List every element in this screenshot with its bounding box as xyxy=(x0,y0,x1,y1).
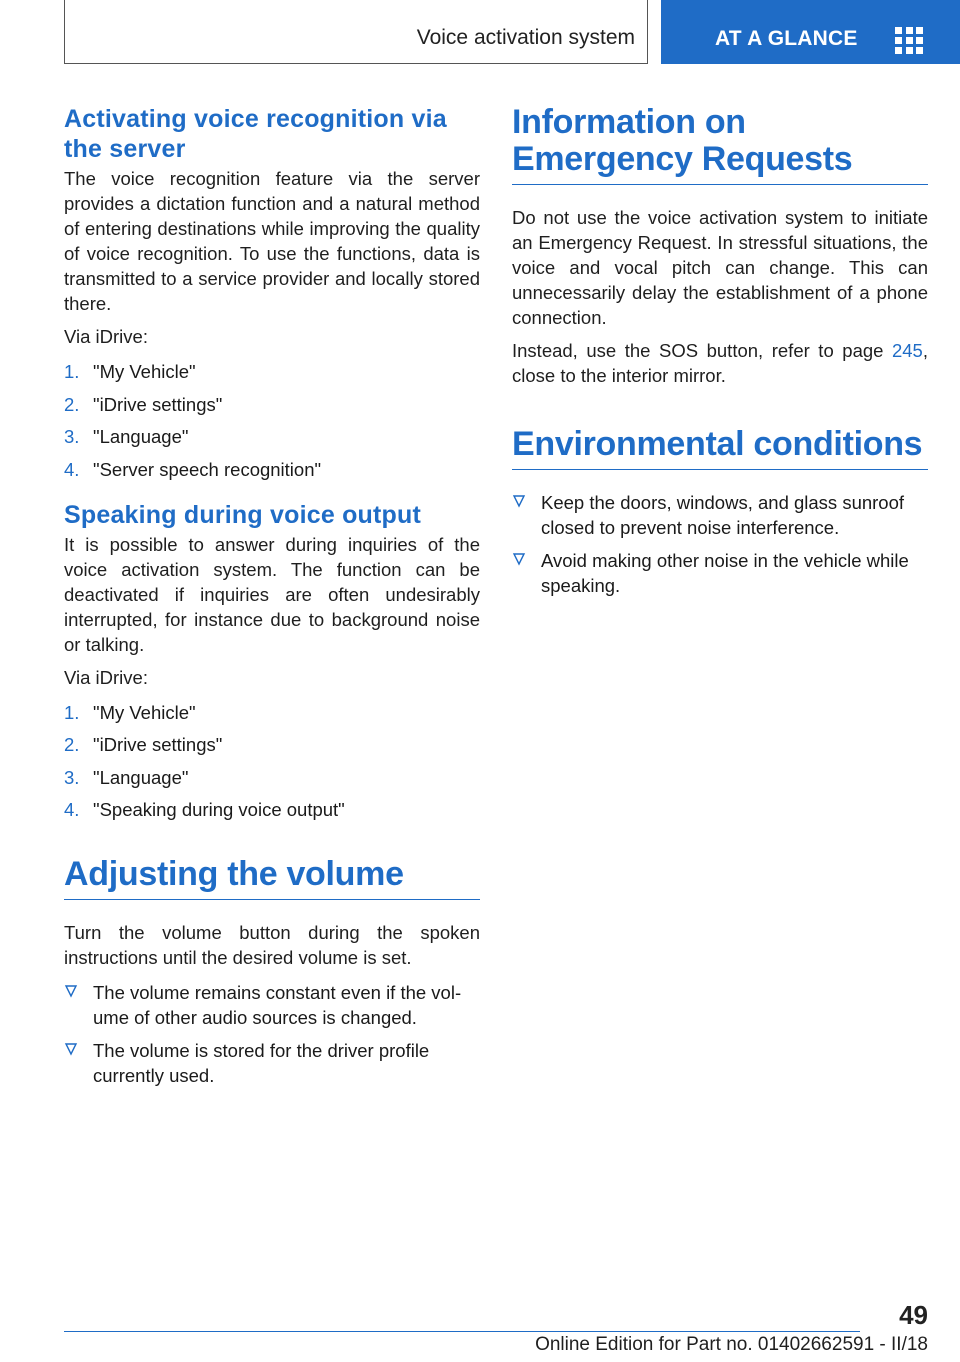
via-idrive-label: Via iDrive: xyxy=(64,326,148,347)
step-item xyxy=(64,457,480,482)
step-item xyxy=(64,424,480,449)
steps-list-speaking xyxy=(64,700,480,823)
sos-text-end: , close to the interior mirror. xyxy=(512,340,928,386)
bullet-text: The volume is stored for the driver profile currently used. xyxy=(93,1040,430,1086)
bullet-list-volume xyxy=(64,980,480,1088)
section-divider xyxy=(512,469,928,470)
step-text: "My Vehicle" xyxy=(93,361,196,382)
step-item xyxy=(64,797,480,822)
step-number: 4. xyxy=(64,458,80,480)
page-link[interactable]: 245 xyxy=(891,340,923,361)
step-item xyxy=(64,732,480,757)
step-text: "My Vehicle" xyxy=(93,701,196,723)
steps-list-server xyxy=(64,359,480,482)
step-number: 3. xyxy=(64,426,80,447)
step-text: "Server speech recognition" xyxy=(93,458,322,480)
step-item xyxy=(64,359,480,384)
step-item xyxy=(64,392,480,417)
chapter-tab[interactable] xyxy=(661,0,960,64)
step-number: 1. xyxy=(64,701,80,723)
step-text: "Speaking during voice output" xyxy=(93,799,345,820)
paragraph-speaking-voice-output: It is possible to answer during inquiries of the voice activation system. The function can be deactivated if inquiries are often undesirably interrupted, for instance due to background noise or talking. xyxy=(64,533,480,655)
step-number: 2. xyxy=(64,393,80,415)
triangle-bullet-icon xyxy=(512,494,526,508)
step-text: "iDrive settings" xyxy=(93,393,223,415)
heading-environmental-conditions: Environmental conditions xyxy=(512,425,923,463)
paragraph-sos-button xyxy=(512,338,928,388)
step-number: 1. xyxy=(64,361,80,382)
section-divider xyxy=(512,184,928,185)
triangle-bullet-icon xyxy=(64,1042,78,1056)
heading-emergency-requests: Information on Emergency Requests xyxy=(512,103,853,178)
step-number: 2. xyxy=(64,734,80,755)
bullet-text: The volume remains constant even if the volume of other audio sources is changed. xyxy=(93,982,462,1028)
paragraph-adjusting-volume: Turn the volume button during the spoken instructions until the desired volume is set. xyxy=(64,922,480,968)
triangle-bullet-icon xyxy=(64,984,78,998)
chapter-tab-label: AT A GLANCE xyxy=(715,27,858,50)
header-section-box xyxy=(64,0,648,64)
step-text: "Language" xyxy=(93,766,189,788)
footer-divider xyxy=(64,1331,860,1332)
bullet-text: Keep the doors, windows, and glass sunroof closed to prevent noise interference. xyxy=(541,492,905,538)
page-number: 49 xyxy=(899,1300,928,1330)
bullet-list-environment xyxy=(512,490,928,598)
step-number: 3. xyxy=(64,766,80,788)
heading-adjusting-volume: Adjusting the volume xyxy=(64,855,404,893)
step-item xyxy=(64,765,480,790)
heading-speaking-voice-output: Speaking during voice output xyxy=(64,500,422,529)
paragraph-voice-recognition-server: The voice recognition feature via the server provides a dictation function and a natural method of entering destinations while improving the quality of voice recognition. To use the functions, data is transmitted to a service provider and locally stored there. xyxy=(64,168,480,314)
bullet-item xyxy=(512,548,928,598)
edition-text: Online Edition for Part no. 01402662591 - II/18 xyxy=(535,1334,928,1355)
step-text: "Language" xyxy=(93,426,189,447)
paragraph-emergency-requests: Do not use the voice activation system to initiate an Emergency Request. In stressful situations, the voice and vocal pitch can change. This can unnecessarily delay the establishment of a phone connection. xyxy=(512,207,928,328)
grid-menu-icon xyxy=(895,27,923,53)
bullet-item xyxy=(64,980,480,1030)
heading-voice-recognition-server: Activating voice recognition via the server xyxy=(64,105,447,163)
bullet-text: Avoid making other noise in the vehicle while speaking. xyxy=(541,550,909,596)
triangle-bullet-icon xyxy=(512,552,526,566)
bullet-item xyxy=(64,1038,480,1088)
section-title: Voice activation system xyxy=(416,26,635,49)
via-idrive-label: Via iDrive: xyxy=(64,666,148,688)
section-divider xyxy=(64,899,480,900)
step-number: 4. xyxy=(64,799,80,820)
step-item xyxy=(64,700,480,725)
step-text: "iDrive settings" xyxy=(93,734,223,755)
bullet-item xyxy=(512,490,928,540)
left-column xyxy=(64,96,480,1096)
sos-text: Instead, use the SOS button, refer to page xyxy=(512,340,892,361)
right-column xyxy=(512,96,928,606)
